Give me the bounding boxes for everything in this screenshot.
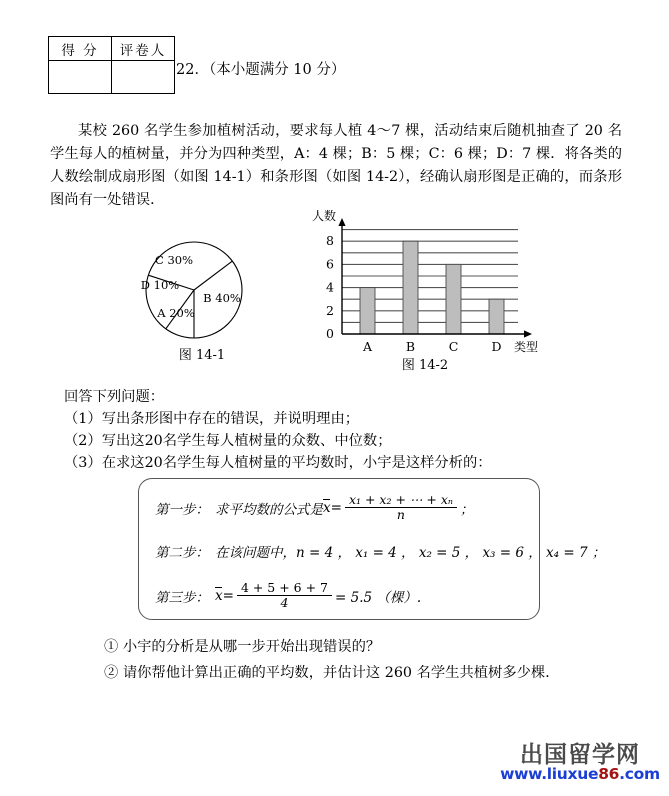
step-3-result: = 5.5 （棵）. [335, 589, 422, 606]
watermark-url [500, 766, 660, 783]
step-1-lhs: x [323, 499, 331, 516]
bar-d [489, 299, 504, 334]
y-tick-6: 6 [326, 256, 334, 272]
bar-chart-caption: 图 14-2 [401, 358, 449, 373]
sub-question-2: ② 请你帮他计算出正确的平均数，并估计这 260 名学生共植树多少棵． [104, 665, 560, 681]
table-row [49, 61, 175, 94]
score-value-defen[interactable] [49, 61, 112, 94]
x-tick-a: A [362, 339, 373, 354]
step-2-text: 在该问题中， [215, 545, 296, 561]
step-3-lhs: x [215, 587, 223, 604]
y-axis-label: 人数 [311, 209, 336, 223]
step-3-label: 第三步： [155, 589, 209, 606]
bar-chart-svg [300, 206, 550, 356]
bar-b [403, 241, 418, 334]
step-1-denominator: n [396, 507, 405, 522]
step-1 [155, 493, 473, 522]
x-axis-label: 类型 [513, 340, 539, 354]
bar-chart-figure [300, 206, 550, 378]
watermark [500, 742, 660, 783]
step-3-equals: = [222, 587, 234, 604]
sub-question-1: ① 小宇的分析是从哪一步开始出现错误的？ [104, 639, 381, 655]
question-header: 22．（本小题满分 10 分） [176, 62, 346, 78]
step-1-equals: = [330, 499, 342, 516]
figures-row [0, 206, 669, 378]
step-3-fraction [237, 581, 332, 610]
bar-a [360, 288, 375, 334]
table-row [49, 37, 175, 61]
x-tick-c: C [448, 339, 459, 354]
pie-chart-svg [132, 206, 272, 346]
answer-prompt: 回答下列问题： [64, 389, 165, 405]
step-3-denominator: 4 [280, 595, 289, 610]
x-axis-arrow-icon [524, 330, 532, 337]
pie-chart-figure [132, 206, 272, 378]
score-header-defen: 得 分 [49, 37, 112, 61]
step-1-label: 第一步： [155, 501, 209, 518]
y-axis-arrow-icon [338, 218, 345, 226]
score-table [48, 36, 175, 94]
pie-label-d: D 10% [140, 278, 180, 292]
score-value-pingjuanren[interactable] [112, 61, 175, 94]
question-3: （3）在求这20名学生每人植树量的平均数时，小宇是这样分析的： [64, 455, 492, 471]
question-2: （2）写出这20名学生每人植树量的众数、中位数； [64, 433, 392, 449]
y-tick-8: 8 [326, 233, 334, 249]
question-1: （1）写出条形图中存在的错误，并说明理由； [64, 411, 360, 427]
watermark-url-suffix: .com [619, 765, 660, 783]
watermark-site-name: 出国留学网 [520, 742, 640, 768]
watermark-url-accent: 86 [598, 765, 620, 783]
step-3-numerator: 4 + 5 + 6 + 7 [237, 581, 332, 596]
pie-label-c: C 30% [154, 253, 194, 267]
step-1-fraction [345, 493, 457, 522]
pie-label-b: B 40% [203, 291, 241, 305]
watermark-url-prefix: www.liuxue [500, 765, 599, 783]
step-2-label: 第二步： [155, 545, 209, 561]
y-tick-4: 4 [326, 279, 334, 295]
step-2-values: n = 4 ， x₁ = 4 ， x₂ = 5 ， x₃ = 6 ， x₄ = 7 ； [296, 545, 606, 561]
y-tick-0: 0 [326, 326, 334, 341]
bar-c [446, 264, 461, 334]
step-3 [155, 581, 421, 610]
score-header-pingjuanren: 评卷人 [112, 37, 175, 61]
x-tick-d: D [491, 339, 502, 354]
x-tick-b: B [405, 339, 416, 354]
steps-box [138, 478, 606, 620]
step-1-end: ； [459, 501, 474, 518]
step-1-numerator: x₁ + x₂ + ⋯ + xₙ [345, 493, 457, 508]
problem-paragraph: 某校 260 名学生参加植树活动，要求每人植 4～7 棵，活动结束后随机抽查了 20 名学生每人的植树量，并分为四种类型，A：4 棵；B：5 棵；C：6 棵；D：7 棵．将各类的人数绘制成扇形图（如图 14-1）和条形图（如图 14-2），经确认扇形图是正确的，而条形图尚有一处错误． [50, 123, 622, 208]
y-tick-2: 2 [326, 302, 334, 318]
pie-label-a: A 20% [157, 306, 195, 320]
step-2 [155, 541, 605, 561]
step-1-text: 求平均数的公式是 [215, 501, 323, 518]
pie-chart-caption: 图 14-1 [178, 348, 226, 363]
